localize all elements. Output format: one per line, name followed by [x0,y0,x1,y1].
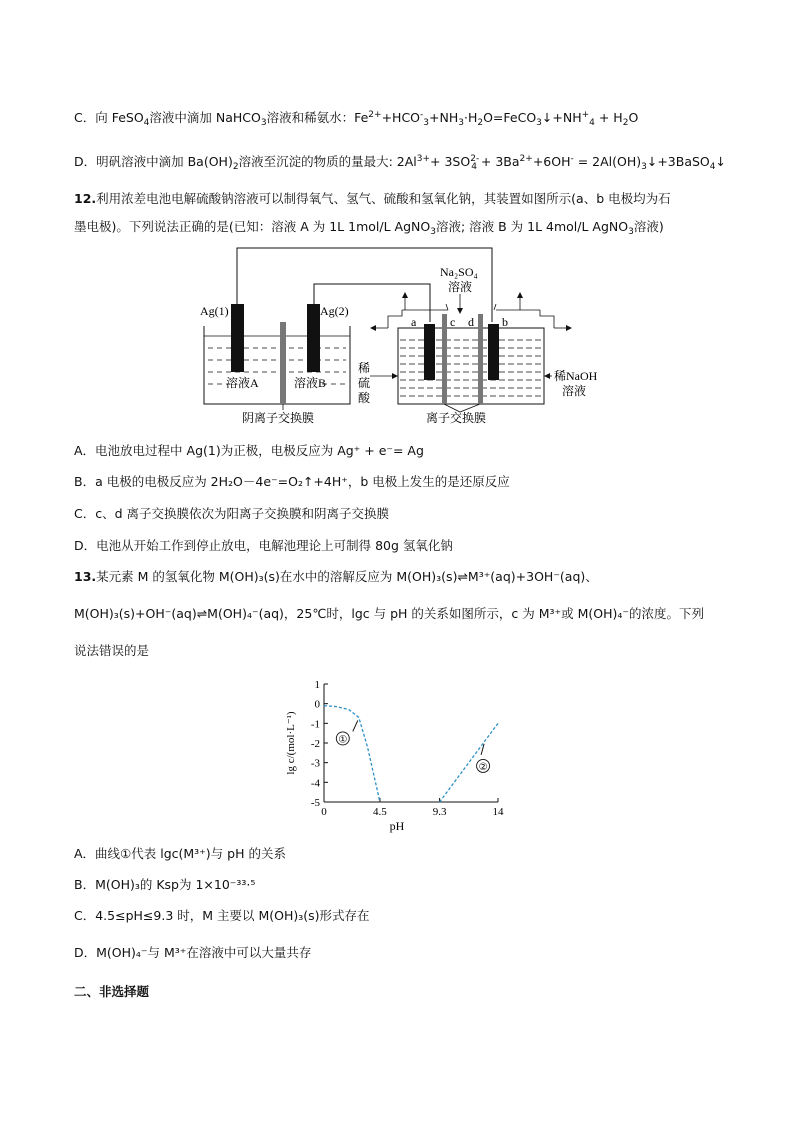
anion-membrane-label: 阴离子交换膜 [242,411,315,425]
acid-label: 酸 [358,391,371,405]
q11-option-c: C．向 FeSO$_4$溶液中滴加 NaHCO$_3$溶液和稀氨水：$Fe^{2+}+HCO^-_3+NH_3\cdot H_2O=FeCO_3↓+NH^+_4 + H_2O$ [74,110,639,128]
q13-stem-line3: 说法错误的是 [74,643,150,658]
q12-stem-line2: 墨电极)。下列说法正确的是(已知：溶液 A 为 1L 1mol/L AgNO$_3$溶液; 溶液 B 为 1L 4mol/L AgNO$_3$溶液) [74,219,664,237]
q12-option-d: D．电池从开始工作到停止放电，电解池理论上可制得 80g 氢氧化钠 [74,538,453,553]
y-tick-label: 0 [314,698,320,711]
anion-exchange-membrane [280,322,286,404]
q13-stem-line1: 13.某元素 M 的氢氧化物 M(OH)₃(s)在水中的溶解反应为 M(OH)₃(s)⇌M³⁺(aq)+3OH⁻(aq)、 [74,569,598,584]
x-tick-label: 0 [321,806,327,818]
label-a: a [411,315,417,329]
na2so4-label: Na₂SO₄ [440,265,478,279]
y-tick-label: -2 [310,738,320,750]
section-2-heading: 二、非选择题 [74,984,150,999]
left-beaker [204,326,350,404]
y-tick-label: -1 [310,718,320,731]
curve-2-marker: ② [478,761,488,773]
y-tick-label: -4 [310,777,320,790]
x-tick-label: 9.3 [432,806,447,818]
x-tick-label: 4.5 [373,806,387,818]
ag2-electrode [307,304,320,372]
q13-option-a: A．曲线①代表 lgc(M³⁺)与 pH 的关系 [74,846,286,861]
curve-2 [440,723,498,802]
naoh-solution-label: 溶液 [562,384,587,398]
y-tick-label: -5 [310,797,320,809]
q13-option-c: C．4.5≤pH≤9.3 时，M 主要以 M(OH)₃(s)形式存在 [74,908,370,923]
x-axis-label: pH [389,819,405,833]
q12-option-c: C．c、d 离子交换膜依次为阳离子交换膜和阴离子交换膜 [74,506,390,521]
y-tick-label: -3 [310,757,320,770]
ag2-label: Ag(2) [320,304,349,318]
label-c: c [450,315,456,329]
electrolysis-tank [398,328,544,404]
label-d: d [468,315,474,329]
y-tick-label: 1 [314,679,320,691]
y-axis-label: lg c/(mol·L⁻¹) [285,711,297,775]
dilute-label: 稀 [358,361,371,375]
q12-option-b: B．a 电极的电极反应为 2H₂O－4e⁻=O₂↑+4H⁺，b 电极上发生的是还原反应 [74,474,510,489]
q12-option-a: A．电池放电过程中 Ag(1)为正极，电极反应为 Ag⁺ + e⁻= Ag [74,443,424,458]
q13-stem-line2: M(OH)₃(s)+OH⁻(aq)⇌M(OH)₄⁻(aq)，25℃时，lgc 与 pH 的关系如图所示，c 为 M³⁺或 M(OH)₄⁻的浓度。下列 [74,606,704,621]
na2so4-solution-label: 溶液 [448,280,473,294]
solution-a-label: 溶液A [226,376,259,390]
electrode-a [424,324,435,380]
naoh-label: 稀NaOH [554,369,598,383]
curve-1-pointer [353,720,358,731]
sulfuric-label: 硫 [358,376,371,390]
solution-b-label: 溶液B [294,376,327,390]
q13-option-d: D．M(OH)₄⁻与 M³⁺在溶液中可以大量共存 [74,945,312,960]
membrane-c [442,314,447,404]
ag1-label: Ag(1) [200,304,229,318]
label-b: b [502,315,508,329]
ag1-electrode [231,304,244,372]
electrode-b [488,324,499,380]
curve-1 [324,706,380,802]
tank-liquid [400,340,542,396]
x-tick-label: 14 [492,806,504,818]
electrolysis-apparatus-diagram [190,244,598,430]
curve-1-marker: ① [338,734,348,746]
q13-option-b: B．M(OH)₃的 Ksp为 1×10⁻³³·⁵ [74,877,256,892]
q11-option-d: D．明矾溶液中滴加 $Ba(OH)_2$溶液至沉淀的物质的量最大: $2Al^{3+}+ 3SO^{2-}_4 + 3Ba^{2+}+6OH^-$ = $2Al(OH)_3↓+3BaSO_4↓$ [74,154,726,172]
q12-stem-line1: 12.利用浓差电池电解硫酸钠溶液可以制得氧气、氢气、硫酸和氢氧化钠，其装置如图所示(a、b 电极均为石 [74,191,671,206]
lgc-ph-chart [280,676,520,836]
ion-membrane-label: 离子交换膜 [426,411,487,425]
membrane-d [478,314,483,404]
